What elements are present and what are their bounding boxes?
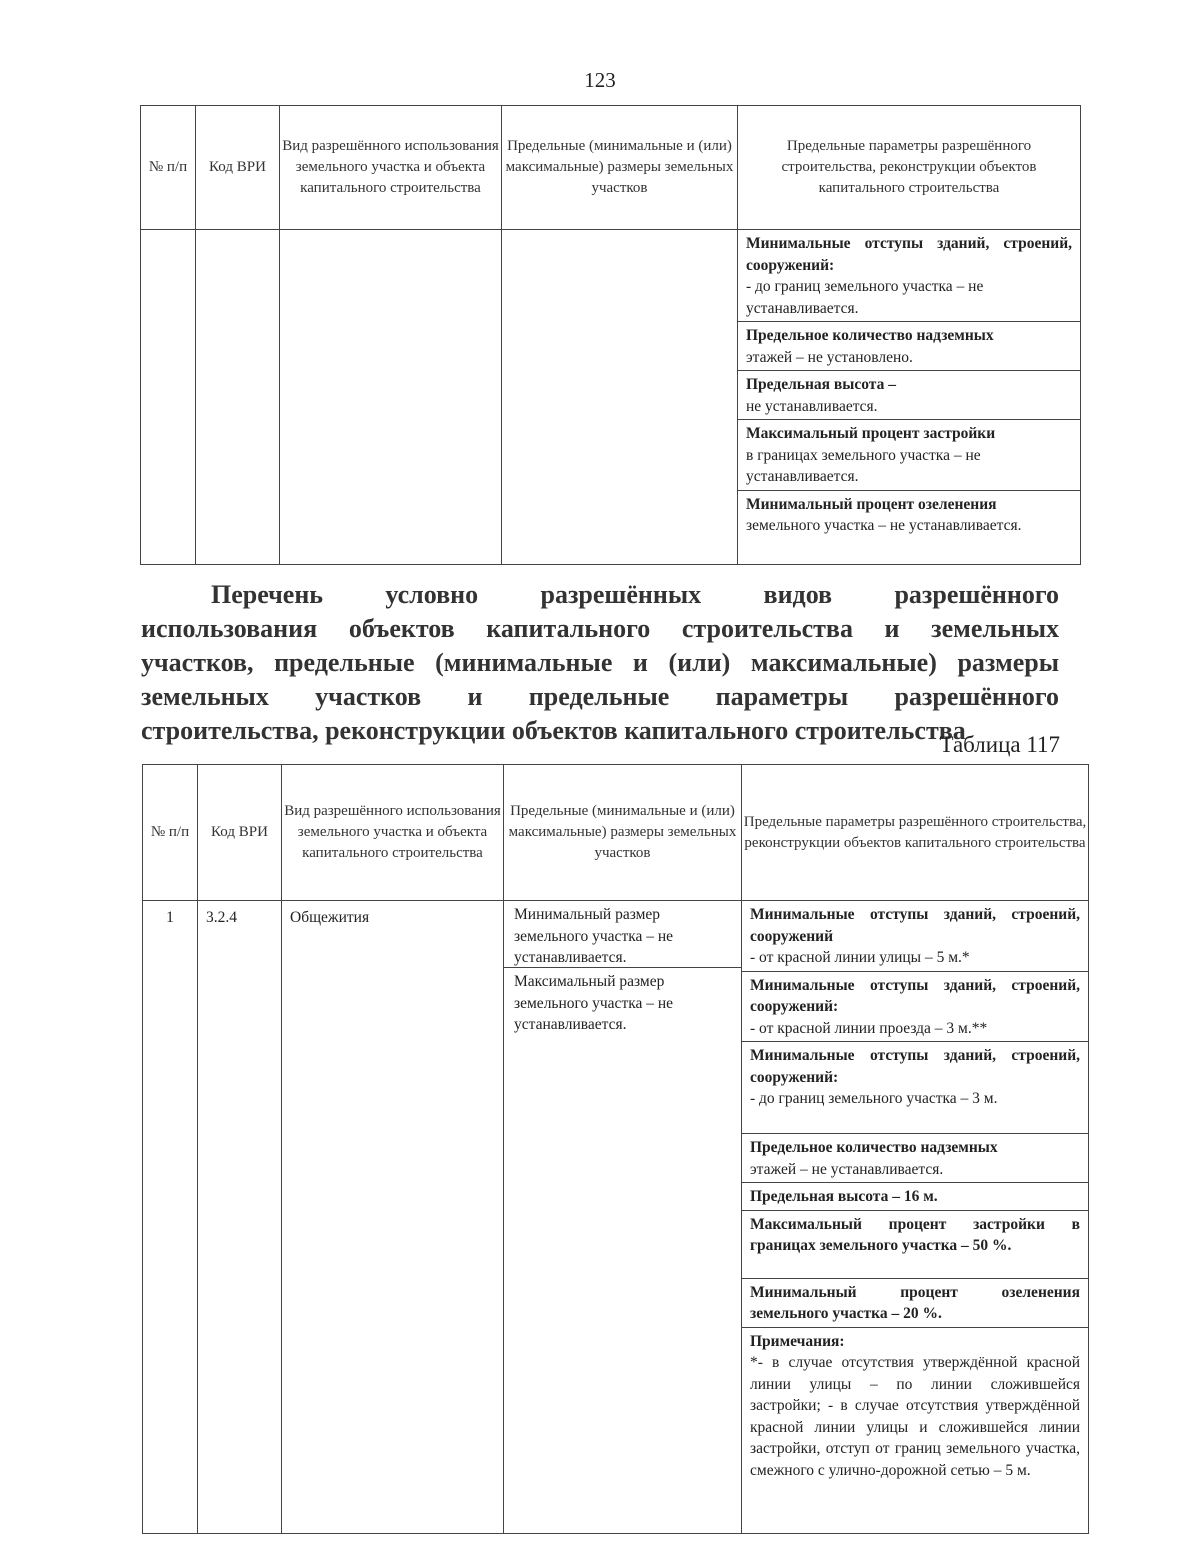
param-cell (742, 1183, 1089, 1211)
param-cell (742, 1134, 1089, 1183)
param-text: - от красной линии проезда – 3 м.** (750, 1019, 988, 1037)
param-cell (738, 322, 1081, 371)
param-cell (738, 420, 1081, 491)
table-row (143, 901, 1089, 972)
heading-line: использования объектов капитального строительства и земельных (141, 614, 1059, 643)
header-code: Код ВРИ (198, 765, 282, 901)
param-cell-notes (742, 1327, 1089, 1533)
row-type: Общежития (282, 901, 504, 1534)
heading-line: участков, предельные (минимальные и (или) максимальные) размеры (141, 648, 1059, 677)
param-cell (742, 971, 1089, 1042)
param-title: Предельное количество надземных (750, 1139, 998, 1156)
size-min: Минимальный размер земельного участка – не устанавливается. (514, 906, 674, 966)
param-cell (738, 490, 1081, 564)
param-cell (742, 1278, 1089, 1327)
heading-line: земельных участков и предельные параметры разрешённого (141, 682, 1059, 711)
heading-line: строительства, реконструкции объектов капитального строительства (141, 716, 966, 745)
header-num: № п/п (141, 106, 196, 230)
param-title: Предельная высота – (746, 376, 896, 393)
param-text: - до границ земельного участка – не устанавливается. (746, 278, 984, 317)
param-title: Предельная высота – 16 м. (750, 1188, 938, 1205)
param-text: не устанавливается. (746, 397, 878, 415)
header-type: Вид разрешённого использования земельного участка и объекта капитального строительства (282, 765, 504, 901)
notes-title: Примечания: (750, 1332, 845, 1350)
header-num: № п/п (143, 765, 198, 901)
header-code: Код ВРИ (196, 106, 280, 230)
param-cell (738, 230, 1081, 322)
param-cell (742, 1210, 1089, 1278)
header-params: Предельные параметры разрешённого строительства, реконструкции объектов капитального строительства (742, 765, 1089, 901)
table-117 (142, 764, 1089, 1534)
param-title: Максимальный процент застройки (746, 425, 996, 442)
param-title: Минимальный процент озеленения земельного участка – 20 %. (750, 1283, 1080, 1322)
page-number: 123 (584, 68, 616, 92)
table-continuation (140, 105, 1081, 565)
param-text: - до границ земельного участка – 3 м. (750, 1090, 998, 1107)
param-text: в границах земельного участка – не устанавливается. (746, 446, 981, 485)
cell-type (280, 230, 502, 565)
param-title: Минимальные отступы зданий, строений, сооружений: (750, 1047, 1080, 1086)
cell-code (196, 230, 280, 565)
size-max: Максимальный размер земельного участка – не устанавливается. (504, 967, 741, 1039)
header-size: Предельные (минимальные и (или) максимальные) размеры земельных участков (504, 765, 742, 901)
table-header-row (141, 106, 1081, 230)
param-cell (742, 901, 1089, 972)
header-params: Предельные параметры разрешённого строительства, реконструкции объектов капитального строительства (738, 106, 1081, 230)
param-title: Минимальные отступы зданий, строений, сооружений: (746, 235, 1072, 274)
header-type: Вид разрешённого использования земельного участка и объекта капитального строительства (280, 106, 502, 230)
cell-size (502, 230, 738, 565)
table-label: Таблица 117 (939, 732, 1060, 757)
param-text: этажей – не установлено. (746, 348, 913, 366)
param-cell (738, 371, 1081, 420)
param-title: Минимальные отступы зданий, строений, сооружений (750, 906, 1080, 945)
table-header-row (143, 765, 1089, 901)
header-size: Предельные (минимальные и (или) максимальные) размеры земельных участков (502, 106, 738, 230)
param-title: Предельное количество надземных (746, 327, 994, 344)
param-text: этажей – не устанавливается. (750, 1160, 944, 1178)
row-sizes (504, 901, 742, 1534)
param-title: Максимальный процент застройки в границах земельного участка – 50 %. (750, 1215, 1080, 1254)
heading-line: Перечень условно разрешённых видов разрешённого (211, 580, 1059, 609)
row-num: 1 (143, 901, 198, 1534)
param-cell (742, 1042, 1089, 1134)
notes-text: *- в случае отсутствия утверждённой красной линии улицы – по линии сложившейся застройки; - в случае отсутствия утверждённой красной линии улицы и сложившейся линии застройки, отступ от границ земельного участка, смежного с улично-дорожной сетью – 5 м. (750, 1354, 1080, 1479)
cell-num (141, 230, 196, 565)
param-title: Минимальный процент озеленения (746, 495, 997, 513)
param-text: земельного участка – не устанавливается. (746, 517, 1022, 534)
section-heading (141, 578, 1059, 748)
row-code: 3.2.4 (198, 901, 282, 1534)
param-title: Минимальные отступы зданий, строений, сооружений: (750, 976, 1080, 1015)
param-text: - от красной линии улицы – 5 м.* (750, 949, 970, 966)
